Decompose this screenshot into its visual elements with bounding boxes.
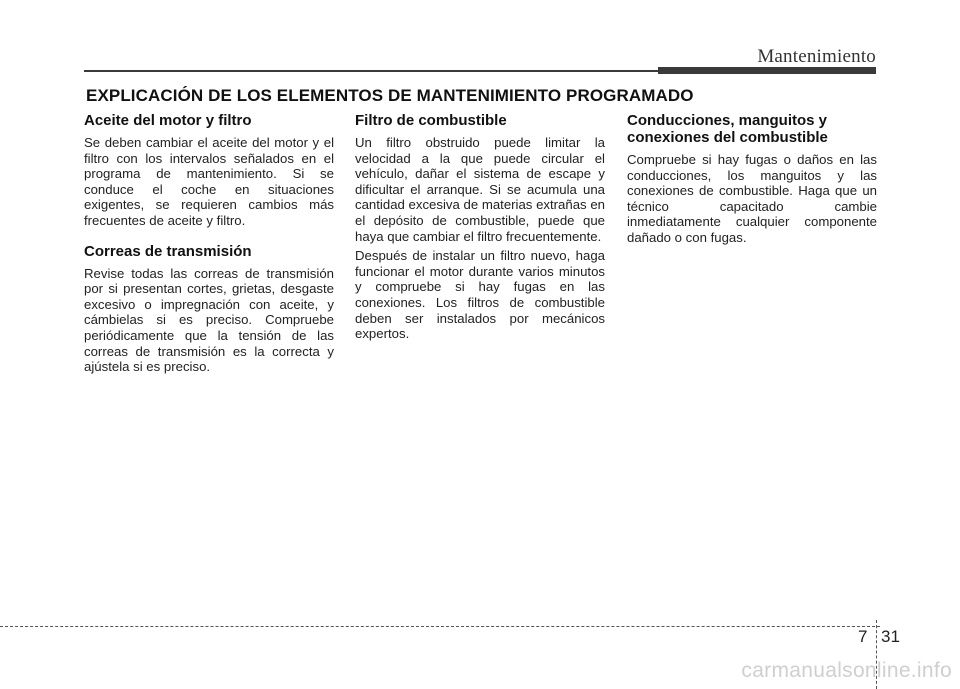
column-3 bbox=[627, 112, 877, 250]
paragraph-correas: Revise todas las correas de transmisión por si presentan cortes, grietas, desgaste excesivo o impregnación con aceite, y cámbielas si es preciso. Compruebe periódicamente que la tensión de las correas de transmisión es la correcta y ajústela si es preciso. bbox=[84, 265, 334, 375]
heading-aceite: Aceite del motor y filtro bbox=[84, 112, 252, 129]
column-1 bbox=[84, 112, 334, 379]
footer-rule bbox=[0, 626, 880, 627]
chapter-number: 7 bbox=[858, 627, 868, 646]
column-2 bbox=[355, 112, 605, 346]
header-rule-thin bbox=[84, 70, 658, 72]
page-number: 31 bbox=[881, 627, 900, 646]
heading-correas: Correas de transmisión bbox=[84, 242, 252, 260]
paragraph-filtro-2: Después de instalar un filtro nuevo, haga funcionar el motor durante varios minutos y compruebe si hay fugas en las conexiones. Los filtros de combustible deben ser instalados por mecánicos expertos. bbox=[355, 248, 605, 342]
paragraph-filtro-1: Un filtro obstruido puede limitar la velocidad a la que puede circular el vehículo, dañar el sistema de escape y dificultar el arranque. Si se acumula una cantidad excesiva de materias extrañas en el depósito de combustible, puede que haya que cambiar el filtro frecuentemente. bbox=[355, 135, 605, 244]
paragraph-aceite: Se deben cambiar el aceite del motor y el filtro con los intervalos señalados en el programa de mantenimiento. Si se conduce el coche en situaciones exigentes, se requieren cambios más frecuentes de aceite y filtro. bbox=[84, 135, 334, 228]
paragraph-conducciones: Compruebe si hay fugas o daños en las conducciones, los manguitos y las conexiones de combustible. Haga que un técnico capacitado cambie inmediatamente cualquier componente dañado o con fugas. bbox=[627, 152, 877, 245]
watermark: carmanualsonline.info bbox=[741, 659, 952, 682]
section-title: EXPLICACIÓN DE LOS ELEMENTOS DE MANTENIMIENTO PROGRAMADO bbox=[86, 86, 694, 105]
header-rule-thick bbox=[658, 67, 876, 74]
running-head: Mantenimiento bbox=[757, 46, 876, 67]
heading-filtro: Filtro de combustible bbox=[355, 112, 507, 129]
heading-conducciones: Conducciones, manguitos y conexiones del combustible bbox=[627, 112, 828, 146]
